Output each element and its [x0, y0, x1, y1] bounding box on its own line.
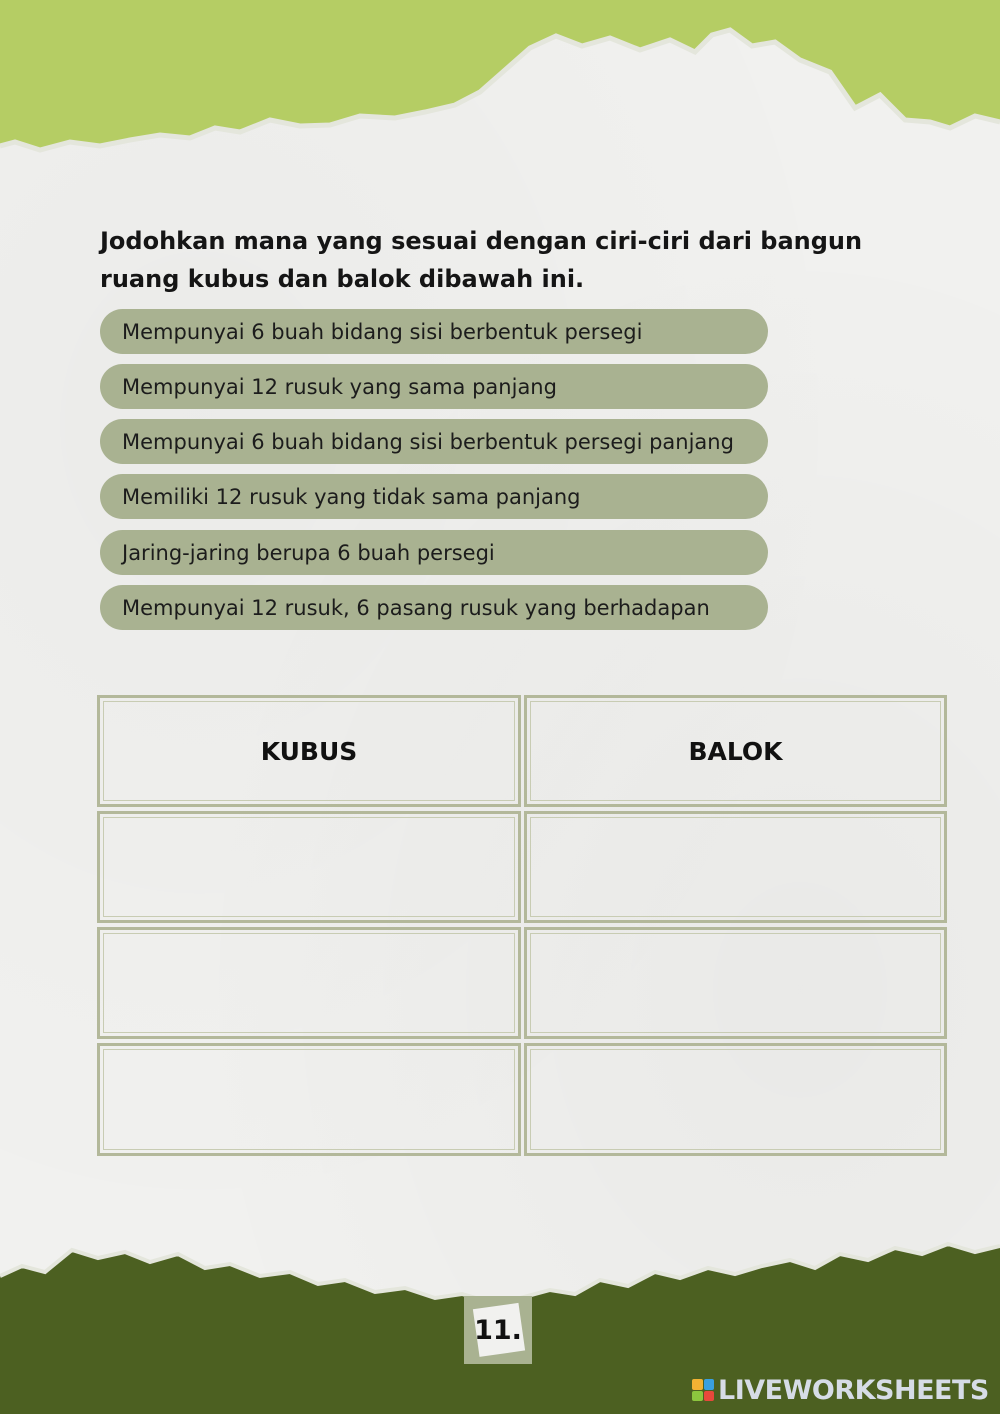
balok-drop-zone[interactable] [524, 927, 947, 1039]
balok-drop-zone[interactable] [524, 1043, 947, 1156]
draggable-option[interactable]: Mempunyai 6 buah bidang sisi berbentuk persegi panjang [100, 419, 768, 464]
page-number: 11. [474, 1314, 522, 1346]
draggable-option[interactable]: Mempunyai 6 buah bidang sisi berbentuk persegi [100, 309, 768, 354]
draggable-option[interactable]: Mempunyai 12 rusuk yang sama panjang [100, 364, 768, 409]
balok-header: BALOK [688, 736, 783, 766]
kubus-header-cell [97, 695, 521, 807]
liveworksheets-logo-icon [692, 1379, 714, 1401]
kubus-drop-zone[interactable] [97, 927, 521, 1039]
instruction-text: Jodohkan mana yang sesuai dengan ciri-ciri dari bangun ruang kubus dan balok dibawah ini. [100, 227, 863, 293]
draggable-option[interactable]: Mempunyai 12 rusuk, 6 pasang rusuk yang berhadapan [100, 585, 768, 630]
kubus-drop-zone[interactable] [97, 811, 521, 923]
kubus-drop-zone[interactable] [97, 1043, 521, 1156]
balok-header-cell [524, 695, 947, 807]
liveworksheets-logo[interactable] [692, 1375, 989, 1405]
kubus-header: KUBUS [260, 736, 358, 766]
draggable-option[interactable]: Jaring-jaring berupa 6 buah persegi [100, 530, 768, 575]
draggable-option[interactable]: Memiliki 12 rusuk yang tidak sama panjang [100, 474, 768, 519]
balok-drop-zone[interactable] [524, 811, 947, 923]
top-torn-band [0, 0, 1000, 190]
liveworksheets-logo-text: LIVEWORKSHEETS [718, 1374, 989, 1406]
page-number-badge [464, 1296, 532, 1364]
